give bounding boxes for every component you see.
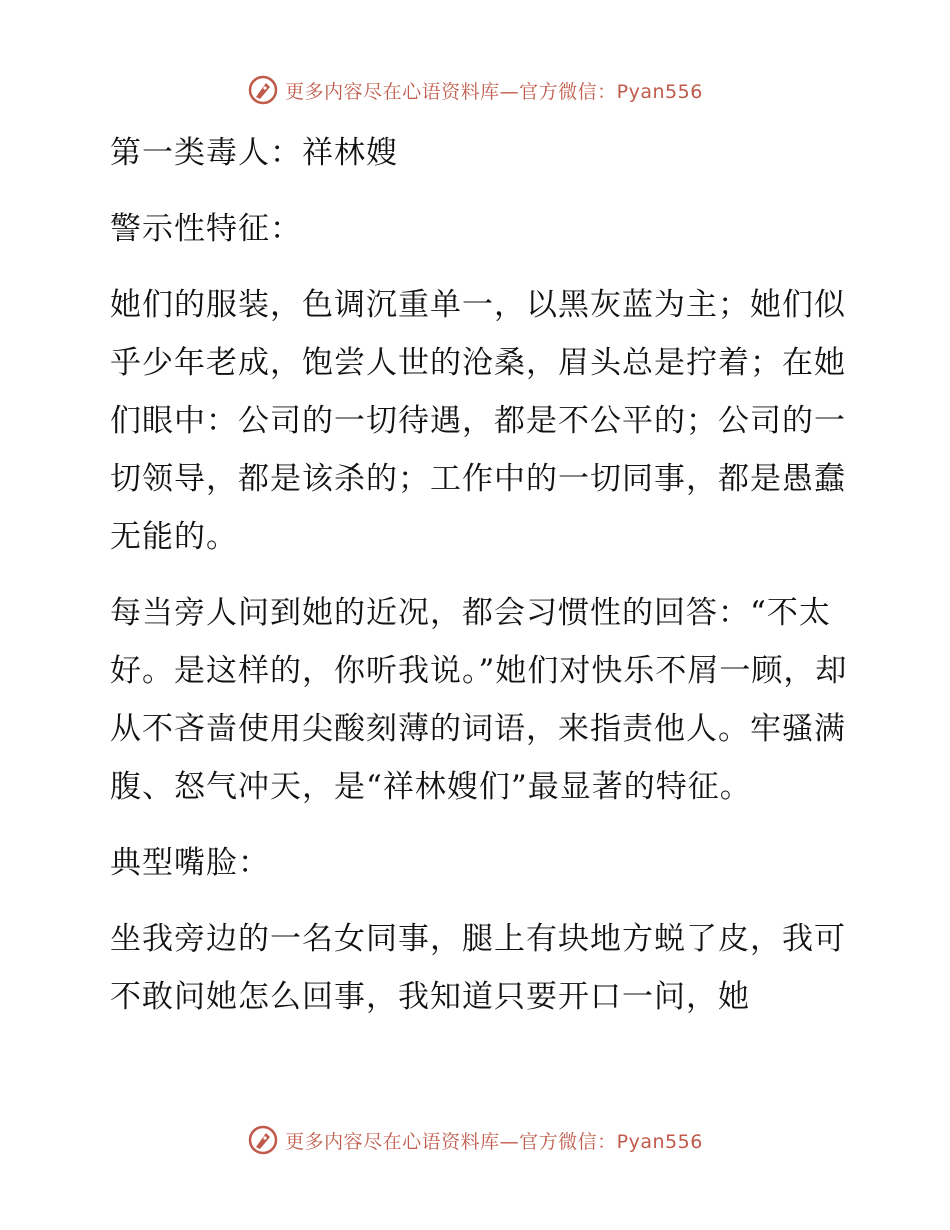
pen-nib-logo-icon [247, 1124, 279, 1156]
header-banner-text: 更多内容尽在心语资料库—官方微信：Pyan556 [285, 80, 703, 103]
pen-nib-logo-icon [247, 74, 279, 106]
footer-banner [0, 1120, 950, 1160]
section-heading: 第一类毒人：祥林嫂 [110, 135, 398, 171]
subheading-warning-traits: 警示性特征： [110, 211, 302, 247]
paragraph-traits-description: 她们的服装，色调沉重单一，以黑灰蓝为主；她们似乎少年老成，饱尝人世的沧桑，眉头总是拧着；在她们眼中：公司的一切待遇，都是不公平的；公司的一切领导，都是该杀的；工作中的一切同事，都是愚蠢无能的。 [110, 287, 846, 555]
footer-banner-text: 更多内容尽在心语资料库—官方微信：Pyan556 [285, 1130, 703, 1153]
paragraph-example: 坐我旁边的一名女同事，腿上有块地方蜕了皮，我可不敢问她怎么回事，我知道只要开口一问，她 [110, 921, 846, 1015]
header-banner [0, 70, 950, 110]
subheading-typical-face: 典型嘴脸： [110, 845, 270, 881]
paragraph-typical-response: 每当旁人问到她的近况，都会习惯性的回答：“不太好。是这样的，你听我说。”她们对快乐不屑一顾，却从不吝啬使用尖酸刻薄的词语，来指责他人。牢骚满腹、怒气冲天，是“祥林嫂们”最显著的特征。 [110, 595, 848, 805]
document-body [98, 124, 858, 1044]
